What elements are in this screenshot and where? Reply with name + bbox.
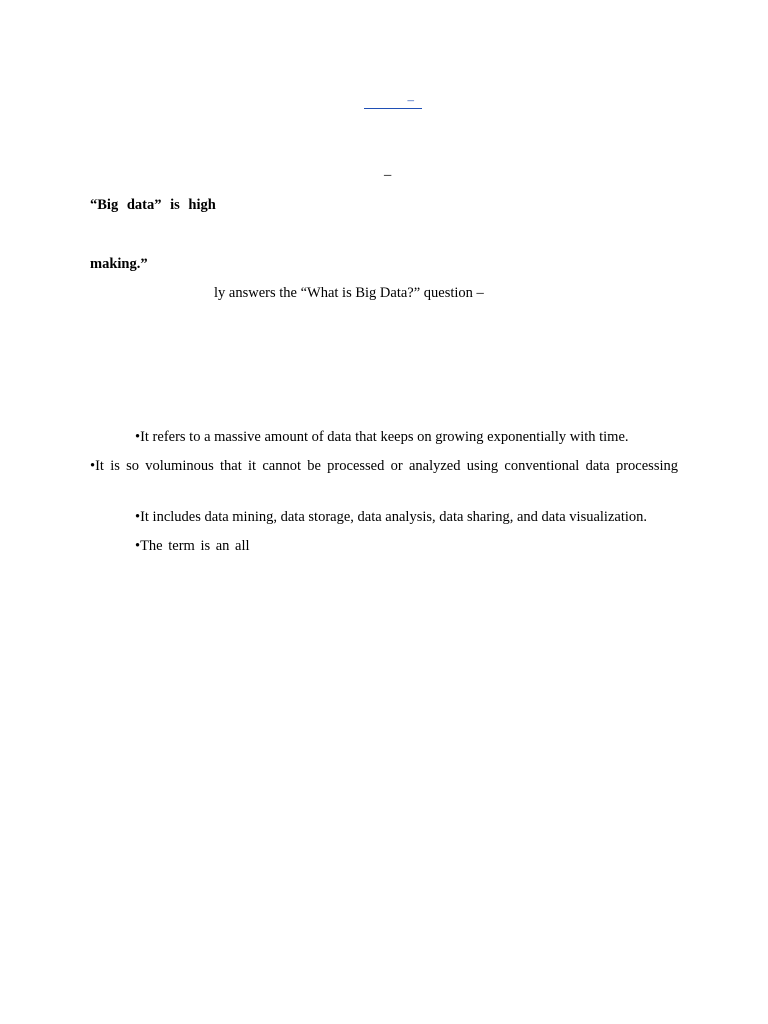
bullet-item: •It refers to a massive amount of data that keeps on growing exponentially with time. xyxy=(135,429,629,445)
definition-quote-start: “Big data” is high xyxy=(90,197,216,213)
source-link[interactable]: – xyxy=(364,92,422,109)
definition-quote-end: making.” xyxy=(90,256,148,272)
bullet-item: •It is so voluminous that it cannot be processed or analyzed using conventional data processing xyxy=(90,458,678,474)
bullet-item: •It includes data mining, data storage, data analysis, data sharing, and data visualization. xyxy=(135,509,648,525)
center-dash: – xyxy=(384,167,392,183)
answers-line: ly answers the “What is Big Data?” question – xyxy=(214,285,484,301)
bullet-item: •The term is an all xyxy=(135,538,250,554)
